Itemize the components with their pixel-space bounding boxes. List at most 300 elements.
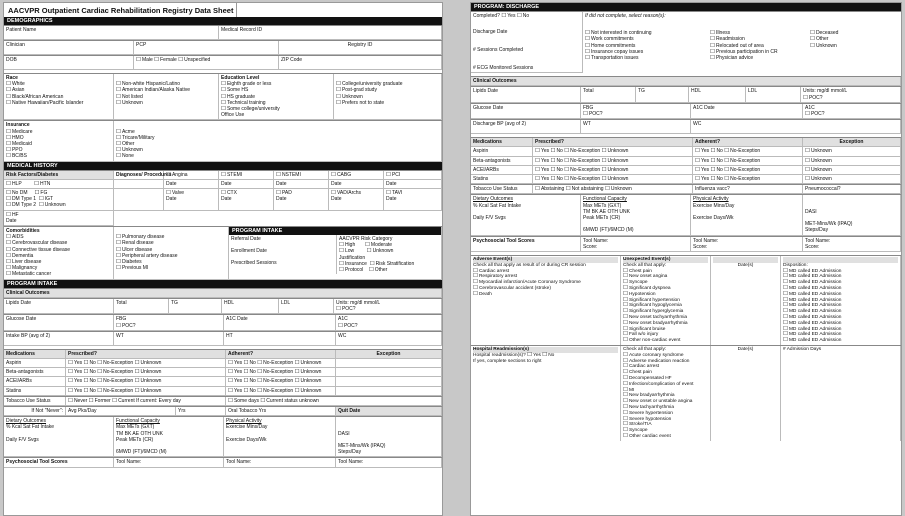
date-field[interactable]: Date — [329, 180, 384, 189]
checkbox[interactable]: ☐ POC? — [116, 323, 221, 329]
checkbox[interactable]: ☐ No — [244, 388, 256, 394]
yn-group[interactable] — [66, 387, 226, 396]
checkbox[interactable]: ☐ Risk Stratification — [370, 261, 415, 267]
checkbox[interactable]: ☐ Malignancy — [6, 265, 111, 271]
checkbox[interactable]: ☐ HMO — [6, 135, 111, 141]
checkbox[interactable]: ☐ None — [116, 153, 439, 159]
yn-group[interactable] — [226, 387, 336, 396]
field-label[interactable]: Patient Name — [4, 26, 219, 40]
checkbox[interactable]: ☐ Some college/university — [221, 106, 331, 112]
field-label[interactable]: Peak METs (CR) — [116, 436, 154, 443]
checkbox[interactable]: ☐ Other non-cardiac event — [623, 338, 708, 344]
checkbox[interactable]: ☐ MD called ED Admission — [783, 292, 898, 298]
yn-group[interactable] — [533, 166, 693, 175]
checkbox[interactable]: ☐ Black/African American — [6, 94, 111, 100]
field-label[interactable]: DASI — [338, 430, 350, 437]
checkbox[interactable]: ☐ Physician advice — [710, 55, 810, 61]
checkbox[interactable]: ☐ New onset bradyarrhythmia — [623, 321, 708, 327]
checkbox[interactable]: ☐ Protocol — [339, 267, 363, 273]
checkbox[interactable]: ☐ POC? — [805, 111, 898, 117]
checkbox[interactable]: ☐ Yes — [228, 360, 242, 366]
field-label[interactable]: % Kcal Sat Fat Intake — [473, 202, 522, 209]
checkbox[interactable]: ☐ Significant hypoglycemia — [623, 303, 708, 309]
checkbox[interactable]: ☐ Unknown — [367, 248, 394, 254]
checkbox[interactable]: ☐ PPO — [6, 147, 111, 153]
checkbox[interactable]: ☐ Unknown — [135, 369, 162, 375]
field-label[interactable]: Exercise Mins/Day — [226, 424, 268, 431]
field-label[interactable]: Clinician — [4, 41, 134, 55]
checkbox[interactable]: ☐ Unknown — [803, 175, 901, 184]
field-label[interactable]: WT — [581, 120, 691, 134]
checkbox[interactable]: ☐ Fall w/o injury — [623, 332, 708, 338]
field-label[interactable]: % Kcal Sat Fat Intake — [6, 424, 55, 431]
field-label[interactable]: Discharge Date — [473, 29, 508, 35]
checkbox[interactable]: ☐ Unknown — [116, 100, 216, 106]
field-label[interactable]: A1C Date — [224, 315, 336, 330]
field-label[interactable]: HT — [224, 332, 336, 346]
date-field[interactable]: Date — [274, 180, 329, 189]
checkbox[interactable]: ☐ Other — [116, 141, 439, 147]
checkbox[interactable]: ☐ Death — [473, 292, 618, 298]
checkbox[interactable]: ☐ Unspecified — [178, 57, 210, 63]
checkbox[interactable]: ☐ No-Exception — [724, 167, 760, 173]
yn-group[interactable] — [66, 368, 226, 377]
field-label[interactable]: Registry ID — [279, 41, 442, 55]
checkbox[interactable]: ☐ No — [711, 176, 723, 182]
checkbox[interactable]: ☐ VAD/Archs — [331, 190, 381, 196]
field-label[interactable]: Lipids Date — [4, 299, 114, 314]
checkbox[interactable]: ☐ No — [711, 158, 723, 164]
field-label[interactable]: LDL — [279, 299, 334, 314]
checkbox[interactable]: ☐ MD called ED Admission — [783, 315, 898, 321]
checkbox[interactable]: ☐ No — [551, 148, 563, 154]
checkbox[interactable]: ☐ Yes — [228, 388, 242, 394]
field-label[interactable]: Tool Name: — [805, 237, 831, 244]
checkbox[interactable]: ☐ Not abstaining — [566, 186, 604, 192]
checkbox[interactable]: ☐ IGT — [39, 196, 53, 202]
checkbox[interactable]: ☐ Post-grad study — [336, 87, 439, 93]
checkbox[interactable]: ☐ Adverse medication reaction — [623, 359, 708, 365]
field-label[interactable]: # Sessions Completed — [473, 47, 524, 53]
checkbox[interactable]: ☐ No — [517, 13, 529, 19]
checkbox[interactable]: ☐ Unknown — [602, 176, 629, 182]
checkbox[interactable]: ☐ Never — [68, 398, 87, 404]
checkbox[interactable]: ☐ No-Exception — [97, 388, 133, 394]
checkbox[interactable]: ☐ Yes — [501, 13, 515, 19]
field-label[interactable]: Tool Name: — [224, 458, 336, 467]
yn-group[interactable] — [66, 359, 226, 368]
checkbox[interactable]: ☐ Previous MI — [116, 265, 226, 271]
checkbox[interactable]: ☐ AIDS — [6, 234, 111, 240]
checkbox[interactable]: ☐ Renal disease — [116, 240, 226, 246]
checkbox[interactable]: ☐ Yes — [535, 158, 549, 164]
checkbox[interactable]: ☐ MI — [623, 388, 708, 394]
field-label[interactable]: # ECG Monitored Sessions — [473, 65, 534, 71]
checkbox[interactable]: ☐ Unknown — [803, 166, 901, 175]
checkbox[interactable]: ☐ Medicare — [6, 129, 111, 135]
date-field[interactable]: Date — [276, 196, 287, 203]
yn-group[interactable] — [226, 377, 336, 386]
checkbox[interactable]: ☐ MD called ED Admission — [783, 303, 898, 309]
checkbox[interactable]: ☐ Native Hawaiian/Pacific Islander — [6, 100, 111, 106]
field-label[interactable]: 6MWD (FT)/6MCD (M) — [583, 227, 634, 234]
checkbox[interactable]: ☐ Dementia — [6, 253, 111, 259]
field-label[interactable]: Prescribed Sessions — [231, 260, 277, 267]
field-label[interactable]: Score: — [693, 243, 708, 250]
checkbox[interactable]: ☐ Unknown — [135, 388, 162, 394]
checkbox[interactable]: ☐ Unknown — [803, 157, 901, 166]
checkbox[interactable]: ☐ Unknown — [602, 148, 629, 154]
checkbox[interactable]: ☐ Cerebrovascular disease — [6, 240, 111, 246]
checkbox[interactable]: ☐ Peripheral artery disease — [116, 253, 226, 259]
checkbox[interactable]: ☐ Illness — [710, 30, 810, 36]
checkbox[interactable]: ☐ No-Exception — [257, 378, 293, 384]
field-label[interactable]: PCP — [134, 41, 279, 55]
checkbox[interactable]: ☐ Unknown — [295, 369, 322, 375]
checkbox[interactable]: ☐ POC? — [803, 95, 898, 101]
checkbox[interactable]: ☐ Transportation issues — [585, 55, 710, 61]
checkbox[interactable]: ☐ NSTEMI — [274, 171, 329, 180]
checkbox[interactable]: ☐ Chest pain — [623, 269, 708, 275]
field-label[interactable]: Total — [114, 299, 169, 314]
checkbox[interactable]: ☐ Medicaid — [6, 141, 111, 147]
mets-options[interactable]: TM BK AE OTH UNK — [583, 208, 630, 215]
field-label[interactable]: Exercise Days/Wk — [226, 436, 267, 443]
checkbox[interactable]: ☐ Yes — [228, 378, 242, 384]
checkbox[interactable]: ☐ Some days — [228, 398, 259, 404]
checkbox[interactable]: ☐ No — [84, 378, 96, 384]
checkbox[interactable]: ☐ Tricare/Military — [116, 135, 439, 141]
field-label[interactable]: Pneumococcal? — [803, 185, 901, 194]
checkbox[interactable]: ☐ New onset angina — [623, 274, 708, 280]
checkbox[interactable]: ☐ Unknown — [39, 202, 66, 208]
checkbox[interactable]: ☐ Unknown — [803, 147, 901, 156]
field-label[interactable]: Exercise Mins/Day — [693, 202, 735, 209]
field-label[interactable]: Tool Name: — [693, 237, 719, 244]
checkbox[interactable]: ☐ Current status unknown — [260, 398, 319, 404]
checkbox[interactable]: ☐ Some HS — [221, 87, 331, 93]
date-field[interactable]: Date — [384, 180, 442, 189]
checkbox[interactable]: ☐ Yes — [68, 388, 82, 394]
checkbox[interactable]: ☐ Chest pain — [623, 370, 708, 376]
checkbox[interactable]: ☐ Acme — [116, 129, 439, 135]
checkbox[interactable]: ☐ MD called ED Admission — [783, 286, 898, 292]
yn-group[interactable] — [693, 157, 803, 166]
checkbox[interactable]: ☐ Current — [112, 398, 135, 404]
checkbox[interactable]: ☐ MD called ED Admission — [783, 269, 898, 275]
field-label[interactable]: MET-Mins/Wk (IPAQ) — [805, 221, 853, 228]
checkbox[interactable]: ☐ Low — [339, 248, 354, 254]
field-label[interactable]: Yrs — [176, 407, 226, 416]
checkbox[interactable]: ☐ Unknown — [605, 186, 632, 192]
checkbox[interactable]: ☐ No-Exception — [97, 369, 133, 375]
checkbox[interactable]: ☐ Female — [154, 57, 177, 63]
checkbox[interactable]: ☐ No-Exception — [257, 360, 293, 366]
checkbox[interactable]: ☐ Decompensated HF — [623, 376, 708, 382]
field-label[interactable]: WT — [114, 332, 224, 346]
checkbox[interactable]: ☐ Previous participation in CR — [710, 49, 810, 55]
checkbox[interactable]: ☐ PCI — [384, 171, 442, 180]
checkbox[interactable]: ☐ MD called ED Admission — [783, 338, 898, 344]
checkbox[interactable]: ☐ Severe hypertension — [623, 411, 708, 417]
field-label[interactable]: Discharge BP (avg of 2) — [471, 120, 581, 134]
checkbox[interactable]: ☐ Diabetes — [116, 259, 226, 265]
checkbox[interactable]: ☐ Unknown — [295, 360, 322, 366]
checkbox[interactable]: ☐ DM Type 1 — [6, 196, 36, 202]
field-label[interactable]: MET-Mins/Wk (IPAQ) — [338, 442, 386, 449]
checkbox[interactable]: ☐ College/university graduate — [336, 81, 439, 87]
field-label[interactable]: Avg Pks/Day — [66, 407, 176, 416]
checkbox[interactable]: ☐ No — [244, 378, 256, 384]
yn-group[interactable] — [66, 377, 226, 386]
checkbox[interactable]: ☐ Insurance — [339, 261, 367, 267]
checkbox[interactable]: ☐ Former — [89, 398, 111, 404]
checkbox[interactable]: ☐ Acute coronary syndrome — [623, 353, 708, 359]
field-label[interactable]: Daily F/V Svgs — [473, 215, 506, 222]
tobacco-options[interactable] — [226, 397, 442, 406]
checkbox[interactable]: ☐ No — [551, 176, 563, 182]
checkbox[interactable]: ☐ No-Exception — [97, 378, 133, 384]
checkbox[interactable]: ☐ HS graduate — [221, 94, 331, 100]
checkbox[interactable]: ☐ Unknown — [602, 158, 629, 164]
field-label[interactable]: Score: — [805, 243, 820, 250]
field-label[interactable]: Lipids Date — [471, 87, 581, 102]
field-label[interactable]: Tool Name: — [583, 237, 609, 244]
field-label[interactable]: FBG — [583, 104, 594, 111]
checkbox[interactable]: ☐ Asian — [6, 87, 111, 93]
checkbox[interactable]: ☐ Yes — [695, 167, 709, 173]
field-label[interactable]: Score: — [583, 243, 598, 250]
date-field[interactable]: Date — [219, 180, 274, 189]
checkbox[interactable]: ☐ Severe hypotension — [623, 417, 708, 423]
checkbox[interactable]: ☐ No — [711, 167, 723, 173]
checkbox[interactable]: ☐ POC? — [338, 323, 439, 329]
checkbox[interactable]: ☐ Unknown — [810, 43, 899, 49]
checkbox[interactable]: ☐ Unknown — [336, 94, 439, 100]
checkbox[interactable]: ☐ CTX — [221, 190, 271, 196]
tobacco-options[interactable] — [533, 185, 693, 194]
checkbox[interactable]: ☐ Male — [136, 57, 153, 63]
checkbox[interactable]: ☐ No-Exception — [724, 148, 760, 154]
field-label[interactable]: Oral Tobacco Yrs — [226, 407, 336, 416]
checkbox[interactable]: ☐ No-Exception — [564, 148, 600, 154]
checkbox[interactable]: ☐ Not interested in continuing — [585, 30, 710, 36]
checkbox[interactable]: ☐ No — [84, 369, 96, 375]
checkbox[interactable]: ☐ Work commitments — [585, 36, 710, 42]
checkbox[interactable]: ☐ No DM — [6, 190, 28, 196]
date-field[interactable]: Date — [6, 217, 17, 224]
field-label[interactable]: A1C — [805, 104, 815, 111]
field-label[interactable]: Tool Name: — [336, 458, 442, 467]
checkbox[interactable]: ☐ Significant hyperglycemia — [623, 309, 708, 315]
checkbox[interactable]: ☐ Yes — [695, 158, 709, 164]
field-label[interactable]: LDL — [746, 87, 801, 102]
checkbox[interactable]: ☐ No — [84, 388, 96, 394]
field-label[interactable]: Peak METs (CR) — [583, 215, 621, 222]
checkbox[interactable]: ☐ MD called ED Admission — [783, 309, 898, 315]
checkbox[interactable]: ☐ Unknown — [135, 378, 162, 384]
field-label[interactable]: Steps/Day — [338, 449, 362, 456]
checkbox[interactable]: ☐ No — [244, 369, 256, 375]
checkbox[interactable]: ☐ No-Exception — [724, 176, 760, 182]
checkbox[interactable]: ☐ Not listed — [116, 94, 216, 100]
checkbox[interactable]: ☐ No — [244, 360, 256, 366]
field-label[interactable]: A1C Date — [691, 104, 803, 119]
checkbox[interactable]: ☐ Relocated out of area — [710, 43, 810, 49]
field-label[interactable]: DOB — [4, 56, 134, 70]
field-label[interactable]: Enrollment Date — [231, 248, 267, 255]
yn-group[interactable] — [693, 147, 803, 156]
field-label[interactable]: Glucose Date — [471, 104, 581, 119]
field-label[interactable]: Glucose Date — [4, 315, 114, 330]
units-options[interactable]: Units: mg/dl mmol/L — [803, 88, 848, 95]
checkbox[interactable]: ☐ MD called ED Admission — [783, 321, 898, 327]
date-field[interactable]: Date — [386, 196, 397, 203]
field-label[interactable]: Max METs (GXT) — [583, 202, 622, 209]
date-field[interactable]: Date — [166, 196, 177, 203]
field-label[interactable]: Quit Date — [336, 407, 442, 416]
checkbox[interactable]: ☐ Prefers not to state — [336, 100, 439, 106]
field-label[interactable]: Max METs (GXT) — [116, 424, 155, 431]
tobacco-options[interactable] — [66, 397, 226, 406]
checkbox[interactable]: ☐ Yes — [535, 167, 549, 173]
checkbox[interactable]: ☐ Significant bruise — [623, 327, 708, 333]
checkbox[interactable]: ☐ Pulmonary disease — [116, 234, 226, 240]
yn-group[interactable] — [693, 175, 803, 184]
checkbox[interactable]: ☐ PAD — [276, 190, 326, 196]
checkbox[interactable]: ☐ Other — [369, 267, 387, 273]
date-field[interactable]: Date — [164, 180, 219, 189]
checkbox[interactable]: ☐ Yes — [535, 176, 549, 182]
field-label[interactable]: # Admission Days — [783, 347, 822, 353]
checkbox[interactable]: ☐ Deceased — [810, 30, 899, 36]
checkbox[interactable]: ☐ Insurance copay issues — [585, 49, 710, 55]
checkbox[interactable]: ☐ MD called ED Admission — [783, 274, 898, 280]
checkbox[interactable]: ☐ American Indian/Alaska Native — [116, 87, 216, 93]
checkbox[interactable]: ☐ Yes — [535, 148, 549, 154]
field-label[interactable]: Intake BP (avg of 2) — [4, 332, 114, 346]
checkbox[interactable]: ☐ Syncope — [623, 428, 708, 434]
field-label[interactable]: A1C — [338, 316, 348, 323]
yn-group[interactable] — [693, 166, 803, 175]
field-label[interactable]: Referral Date — [231, 236, 261, 243]
field-label[interactable]: Medical Record ID — [219, 26, 442, 40]
checkbox[interactable]: ☐ New tachyarrhythmia — [623, 405, 708, 411]
checkbox[interactable]: ☐ Yes — [228, 369, 242, 375]
field-label[interactable]: Daily F/V Svgs — [6, 436, 39, 443]
field-label[interactable]: DASI — [805, 208, 817, 215]
checkbox[interactable]: ☐ Yes — [68, 378, 82, 384]
checkbox[interactable]: ☐ Unknown — [295, 388, 322, 394]
checkbox[interactable]: ☐ Unknown — [295, 378, 322, 384]
checkbox[interactable]: ☐ No — [84, 360, 96, 366]
checkbox[interactable]: ☐ No-Exception — [564, 176, 600, 182]
checkbox[interactable]: ☐ MD called ED Admission — [783, 332, 898, 338]
checkbox[interactable]: ☐ White — [6, 81, 111, 87]
checkbox[interactable]: ☐ New onset or unstable angina — [623, 399, 708, 405]
field-label[interactable]: HDL — [222, 299, 279, 314]
field-label[interactable]: FBG — [116, 316, 127, 323]
field-label[interactable]: 6MWD (FT)/6MCD (M) — [116, 449, 167, 456]
checkbox[interactable]: ☐ Non-white Hispanic/Latino — [116, 81, 216, 87]
field-label[interactable]: HDL — [689, 87, 746, 102]
checkbox[interactable]: ☐ No-Exception — [257, 369, 293, 375]
date-field[interactable]: Date — [221, 196, 232, 203]
checkbox[interactable]: ☐ Significant dyspnea — [623, 286, 708, 292]
checkbox[interactable]: ☐ MD called ED Admission — [783, 327, 898, 333]
field-label[interactable]: Tool Name: — [114, 458, 224, 467]
field-label[interactable]: Exercise Days/Wk — [693, 215, 734, 222]
checkbox[interactable]: ☐ CABG — [329, 171, 384, 180]
field-label[interactable]: WC — [691, 120, 901, 134]
checkbox[interactable]: ☐ Yes — [68, 369, 82, 375]
checkbox[interactable]: ☐ No — [551, 158, 563, 164]
checkbox[interactable]: ☐ Stroke/TIA — [623, 422, 708, 428]
checkbox[interactable]: ☐ No-Exception — [257, 388, 293, 394]
checkbox[interactable]: ☐ Home commitments — [585, 43, 710, 49]
checkbox[interactable]: ☐ HLP — [6, 181, 22, 187]
checkbox[interactable]: ☐ Angina — [164, 171, 219, 180]
checkbox[interactable]: ☐ Eighth grade or less — [221, 81, 331, 87]
checkbox[interactable]: ☐ New onset tachyarrhythmia — [623, 315, 708, 321]
checkbox[interactable]: ☐ Liver disease — [6, 259, 111, 265]
checkbox[interactable]: ☐ Unknown — [135, 360, 162, 366]
field-label[interactable]: TG — [636, 87, 689, 102]
checkbox[interactable]: ☐ No — [711, 148, 723, 154]
checkbox[interactable]: ☐ POC? — [583, 111, 688, 117]
date-field[interactable]: Date — [331, 196, 342, 203]
mets-options[interactable]: TM BK AE OTH UNK — [116, 430, 163, 437]
checkbox[interactable]: ☐ Abstaining — [535, 186, 564, 192]
checkbox[interactable]: ☐ No-Exception — [724, 158, 760, 164]
checkbox[interactable]: ☐ No-Exception — [564, 158, 600, 164]
checkbox[interactable]: ☐ Yes — [68, 360, 82, 366]
checkbox[interactable]: ☐ Unknown — [602, 167, 629, 173]
sex-options[interactable] — [134, 56, 279, 70]
field-label[interactable]: TG — [169, 299, 222, 314]
checkbox[interactable]: ☐ No — [551, 167, 563, 173]
field-label[interactable]: Steps/Day — [805, 227, 829, 234]
checkbox[interactable]: ☐ STEMI — [219, 171, 274, 180]
checkbox[interactable]: ☐ MD called ED Admission — [783, 280, 898, 286]
yn-group[interactable] — [226, 359, 336, 368]
checkbox[interactable]: ☐ No-Exception — [97, 360, 133, 366]
checkbox[interactable]: ☐ Yes — [695, 176, 709, 182]
checkbox[interactable]: ☐ Myocardial infarction/Acute Coronary Syndrome — [473, 280, 618, 286]
checkbox[interactable]: ☐ Readmission — [710, 36, 810, 42]
yn-group[interactable] — [533, 175, 693, 184]
checkbox[interactable]: ☐ Valve — [166, 190, 216, 196]
checkbox[interactable]: ☐ Technical training — [221, 100, 331, 106]
checkbox[interactable]: ☐ Cardiac arrest — [623, 364, 708, 370]
checkbox[interactable]: ☐ No — [542, 353, 554, 358]
checkbox[interactable]: ☐ Hypotension — [623, 292, 708, 298]
checkbox[interactable]: ☐ No-Exception — [564, 167, 600, 173]
checkbox[interactable]: ☐ DM Type 2 — [6, 202, 36, 208]
checkbox[interactable]: ☐ New bradyarrhythmia — [623, 393, 708, 399]
checkbox[interactable]: ☐ Infection/complication of event — [623, 382, 708, 388]
checkbox[interactable]: ☐ Moderate — [365, 242, 392, 248]
checkbox[interactable]: ☐ FG — [34, 190, 47, 196]
checkbox[interactable]: ☐ Yes — [695, 148, 709, 154]
yn-group[interactable] — [533, 157, 693, 166]
field-label[interactable]: WC — [336, 332, 442, 346]
checkbox[interactable]: ☐ MD called ED Admission — [783, 298, 898, 304]
checkbox[interactable]: ☐ High — [339, 242, 355, 248]
field-label[interactable]: Influenza vacc? — [693, 185, 803, 194]
units-options[interactable]: Units: mg/dl mmol/L — [336, 299, 381, 306]
checkbox[interactable]: ☐ Other cardiac event — [623, 434, 708, 440]
